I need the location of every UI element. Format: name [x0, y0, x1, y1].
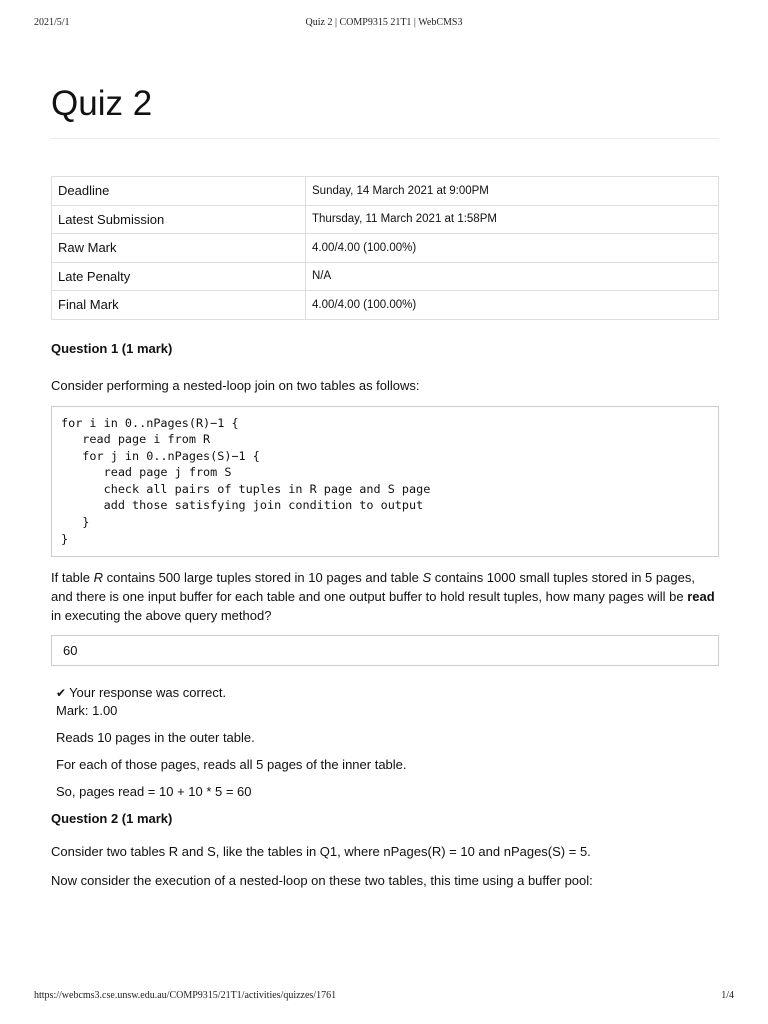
question-2-paragraph: Consider two tables R and S, like the tables in Q1, where nPages(R) = 10 and nPages(S) = 5. [51, 844, 591, 860]
question-text: in executing the above query method? [51, 608, 272, 624]
summary-value: 4.00/4.00 (100.00%) [306, 234, 719, 263]
question-1-code-block: for i in 0..nPages(R)−1 { read page i from R for j in 0..nPages(S)−1 { read page j from S check all pairs of tuples in R page and S page add those satisfying join condition to output } } [51, 406, 719, 558]
table-s-name: S [422, 570, 432, 586]
question-2-paragraph: Now consider the execution of a nested-loop on these two tables, this time using a buffer pool: [51, 873, 593, 889]
submission-summary-table [51, 176, 719, 320]
title-divider [51, 138, 719, 139]
question-text: If table [51, 570, 94, 586]
main-content [51, 84, 719, 890]
summary-value: Thursday, 11 March 2021 at 1:58PM [306, 205, 719, 234]
emphasis-read: read [687, 589, 715, 605]
summary-row-raw-mark [52, 234, 719, 263]
question-1-feedback [51, 684, 719, 719]
explanation-line: So, pages read = 10 + 10 * 5 = 60 [56, 784, 252, 800]
question-1-title: Question 1 (1 mark) [51, 340, 173, 356]
summary-row-final-mark [52, 291, 719, 320]
print-footer [34, 990, 734, 1004]
summary-value: Sunday, 14 March 2021 at 9:00PM [306, 177, 719, 206]
mark-text: Mark: 1.00 [56, 703, 118, 719]
checkmark-icon: ✔ [56, 686, 67, 701]
summary-value: N/A [306, 262, 719, 291]
table-r-name: R [93, 570, 104, 586]
summary-label: Final Mark [52, 291, 306, 320]
print-header [34, 17, 734, 31]
summary-value: 4.00/4.00 (100.00%) [306, 291, 719, 320]
print-page-title: Quiz 2 | COMP9315 21T1 | WebCMS3 [305, 17, 463, 28]
summary-label: Deadline [52, 177, 306, 206]
print-url: https://webcms3.cse.unsw.edu.au/COMP9315/21T1/activities/quizzes/1761 [34, 990, 337, 1001]
summary-row-late-penalty [52, 262, 719, 291]
question-1-intro: Consider performing a nested-loop join on two tables as follows: [51, 377, 420, 393]
explanation-line: For each of those pages, reads all 5 pages of the inner table. [56, 757, 407, 773]
question-1-answer-field[interactable]: 60 [51, 635, 719, 666]
summary-row-latest-submission [52, 205, 719, 234]
summary-row-deadline [52, 177, 719, 206]
summary-label: Late Penalty [52, 262, 306, 291]
question-1-prompt [51, 568, 719, 625]
summary-label: Latest Submission [52, 205, 306, 234]
question-text: contains 1000 small tuples stored in 5 pages, and there is one input buffer for each table and one output buffer to hold result tuples, how many pages will be [51, 570, 695, 605]
question-2-title: Question 2 (1 mark) [51, 811, 173, 827]
question-text: contains 500 large tuples stored in 10 pages and table [103, 570, 423, 586]
page-title: Quiz 2 [51, 84, 153, 123]
summary-label: Raw Mark [52, 234, 306, 263]
feedback-text: Your response was correct. [69, 685, 227, 701]
print-date: 2021/5/1 [34, 17, 70, 28]
print-page-number: 1/4 [721, 990, 734, 1001]
explanation-line: Reads 10 pages in the outer table. [56, 730, 255, 746]
question-1-explanation [51, 729, 719, 800]
